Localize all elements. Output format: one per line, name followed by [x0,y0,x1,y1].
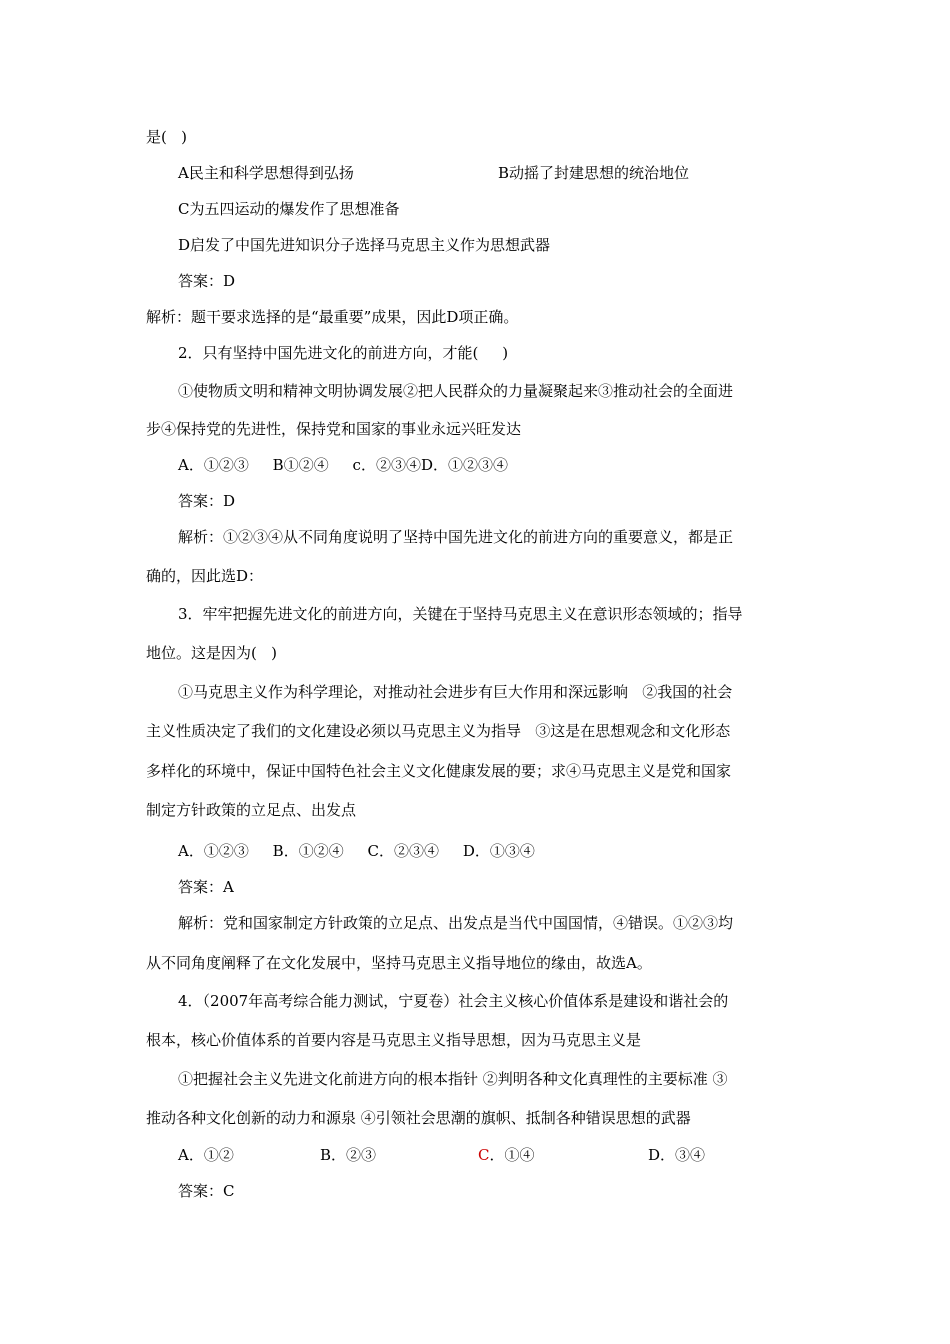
q3-stem-line1: 3．牢牢把握先进文化的前进方向，关键在于坚持马克思主义在意识形态领域的；指导 [178,605,743,623]
q4-option-a: A．①② [178,1146,234,1164]
q4-stem-line1: 4．（2007年高考综合能力测试，宁夏卷）社会主义核心价值体系是建设和谐社会的 [178,992,729,1010]
q2-analysis-line2: 确的，因此选D： [146,567,264,585]
q3-items-line3: 多样化的环境中，保证中国特色社会主义文化健康发展的要；求④马克思主义是党和国家 [146,762,732,780]
q4-option-c-text: ．①④ [489,1146,535,1164]
q3-answer: 答案：A [178,878,234,896]
q2-options: A．①②③ B①②④ c．②③④D．①②③④ [178,456,508,474]
q2-items-line2: 步④保持党的先进性，保持党和国家的事业永远兴旺发达 [146,420,522,438]
q1-option-a: A民主和科学思想得到弘扬 [178,164,354,182]
q4-option-d: D．③④ [648,1146,706,1164]
q3-analysis-line1: 解析：党和国家制定方针政策的立足点、出发点是当代中国国情，④错误。①②③均 [178,914,734,932]
q1-answer: 答案：D [178,272,236,290]
q1-option-b: B动摇了封建思想的统治地位 [498,164,690,182]
q3-analysis-line2: 从不同角度阐释了在文化发展中，坚持马克思主义指导地位的缘由，故选A。 [146,954,652,972]
q3-options: A．①②③ B．①②④ C．②③④ D．①③④ [178,842,535,860]
q3-items-line1: ①马克思主义作为科学理论，对推动社会进步有巨大作用和深远影响 ②我国的社会 [178,683,733,701]
q1-option-d: D启发了中国先进知识分子选择马克思主义作为思想武器 [178,236,551,254]
q2-stem: 2．只有坚持中国先进文化的前进方向，才能( ) [178,344,509,362]
q4-stem-line2: 根本，核心价值体系的首要内容是马克思主义指导思想，因为马克思主义是 [146,1031,642,1049]
q4-option-c [478,1145,535,1165]
q3-stem-line2: 地位。这是因为( ) [146,644,278,662]
q4-option-b: B．②③ [320,1146,377,1164]
q1-stem-tail: 是( ) [146,128,188,146]
q1-analysis: 解析：题干要求选择的是“最重要”成果，因此D项正确。 [146,308,519,326]
q3-items-line2: 主义性质决定了我们的文化建设必须以马克思主义为指导 ③这是在思想观念和文化形态 [146,722,731,740]
q2-items-line1: ①使物质文明和精神文明协调发展②把人民群众的力量凝聚起来③推动社会的全面进 [178,382,734,400]
q4-answer: 答案：C [178,1182,235,1200]
q2-analysis-line1: 解析：①②③④从不同角度说明了坚持中国先进文化的前进方向的重要意义，都是正 [178,528,734,546]
q4-items-line1: ①把握社会主义先进文化前进方向的根本指针 ②判明各种文化真理性的主要标准 ③ [178,1070,728,1088]
q1-option-c: C为五四运动的爆发作了思想准备 [178,200,400,218]
q3-items-line4: 制定方针政策的立足点、出发点 [146,801,357,819]
q4-items-line2: 推动各种文化创新的动力和源泉 ④引领社会思潮的旗帜、抵制各种错误思想的武器 [146,1109,691,1127]
q2-answer: 答案：D [178,492,236,510]
q4-option-c-letter: C [478,1146,490,1164]
